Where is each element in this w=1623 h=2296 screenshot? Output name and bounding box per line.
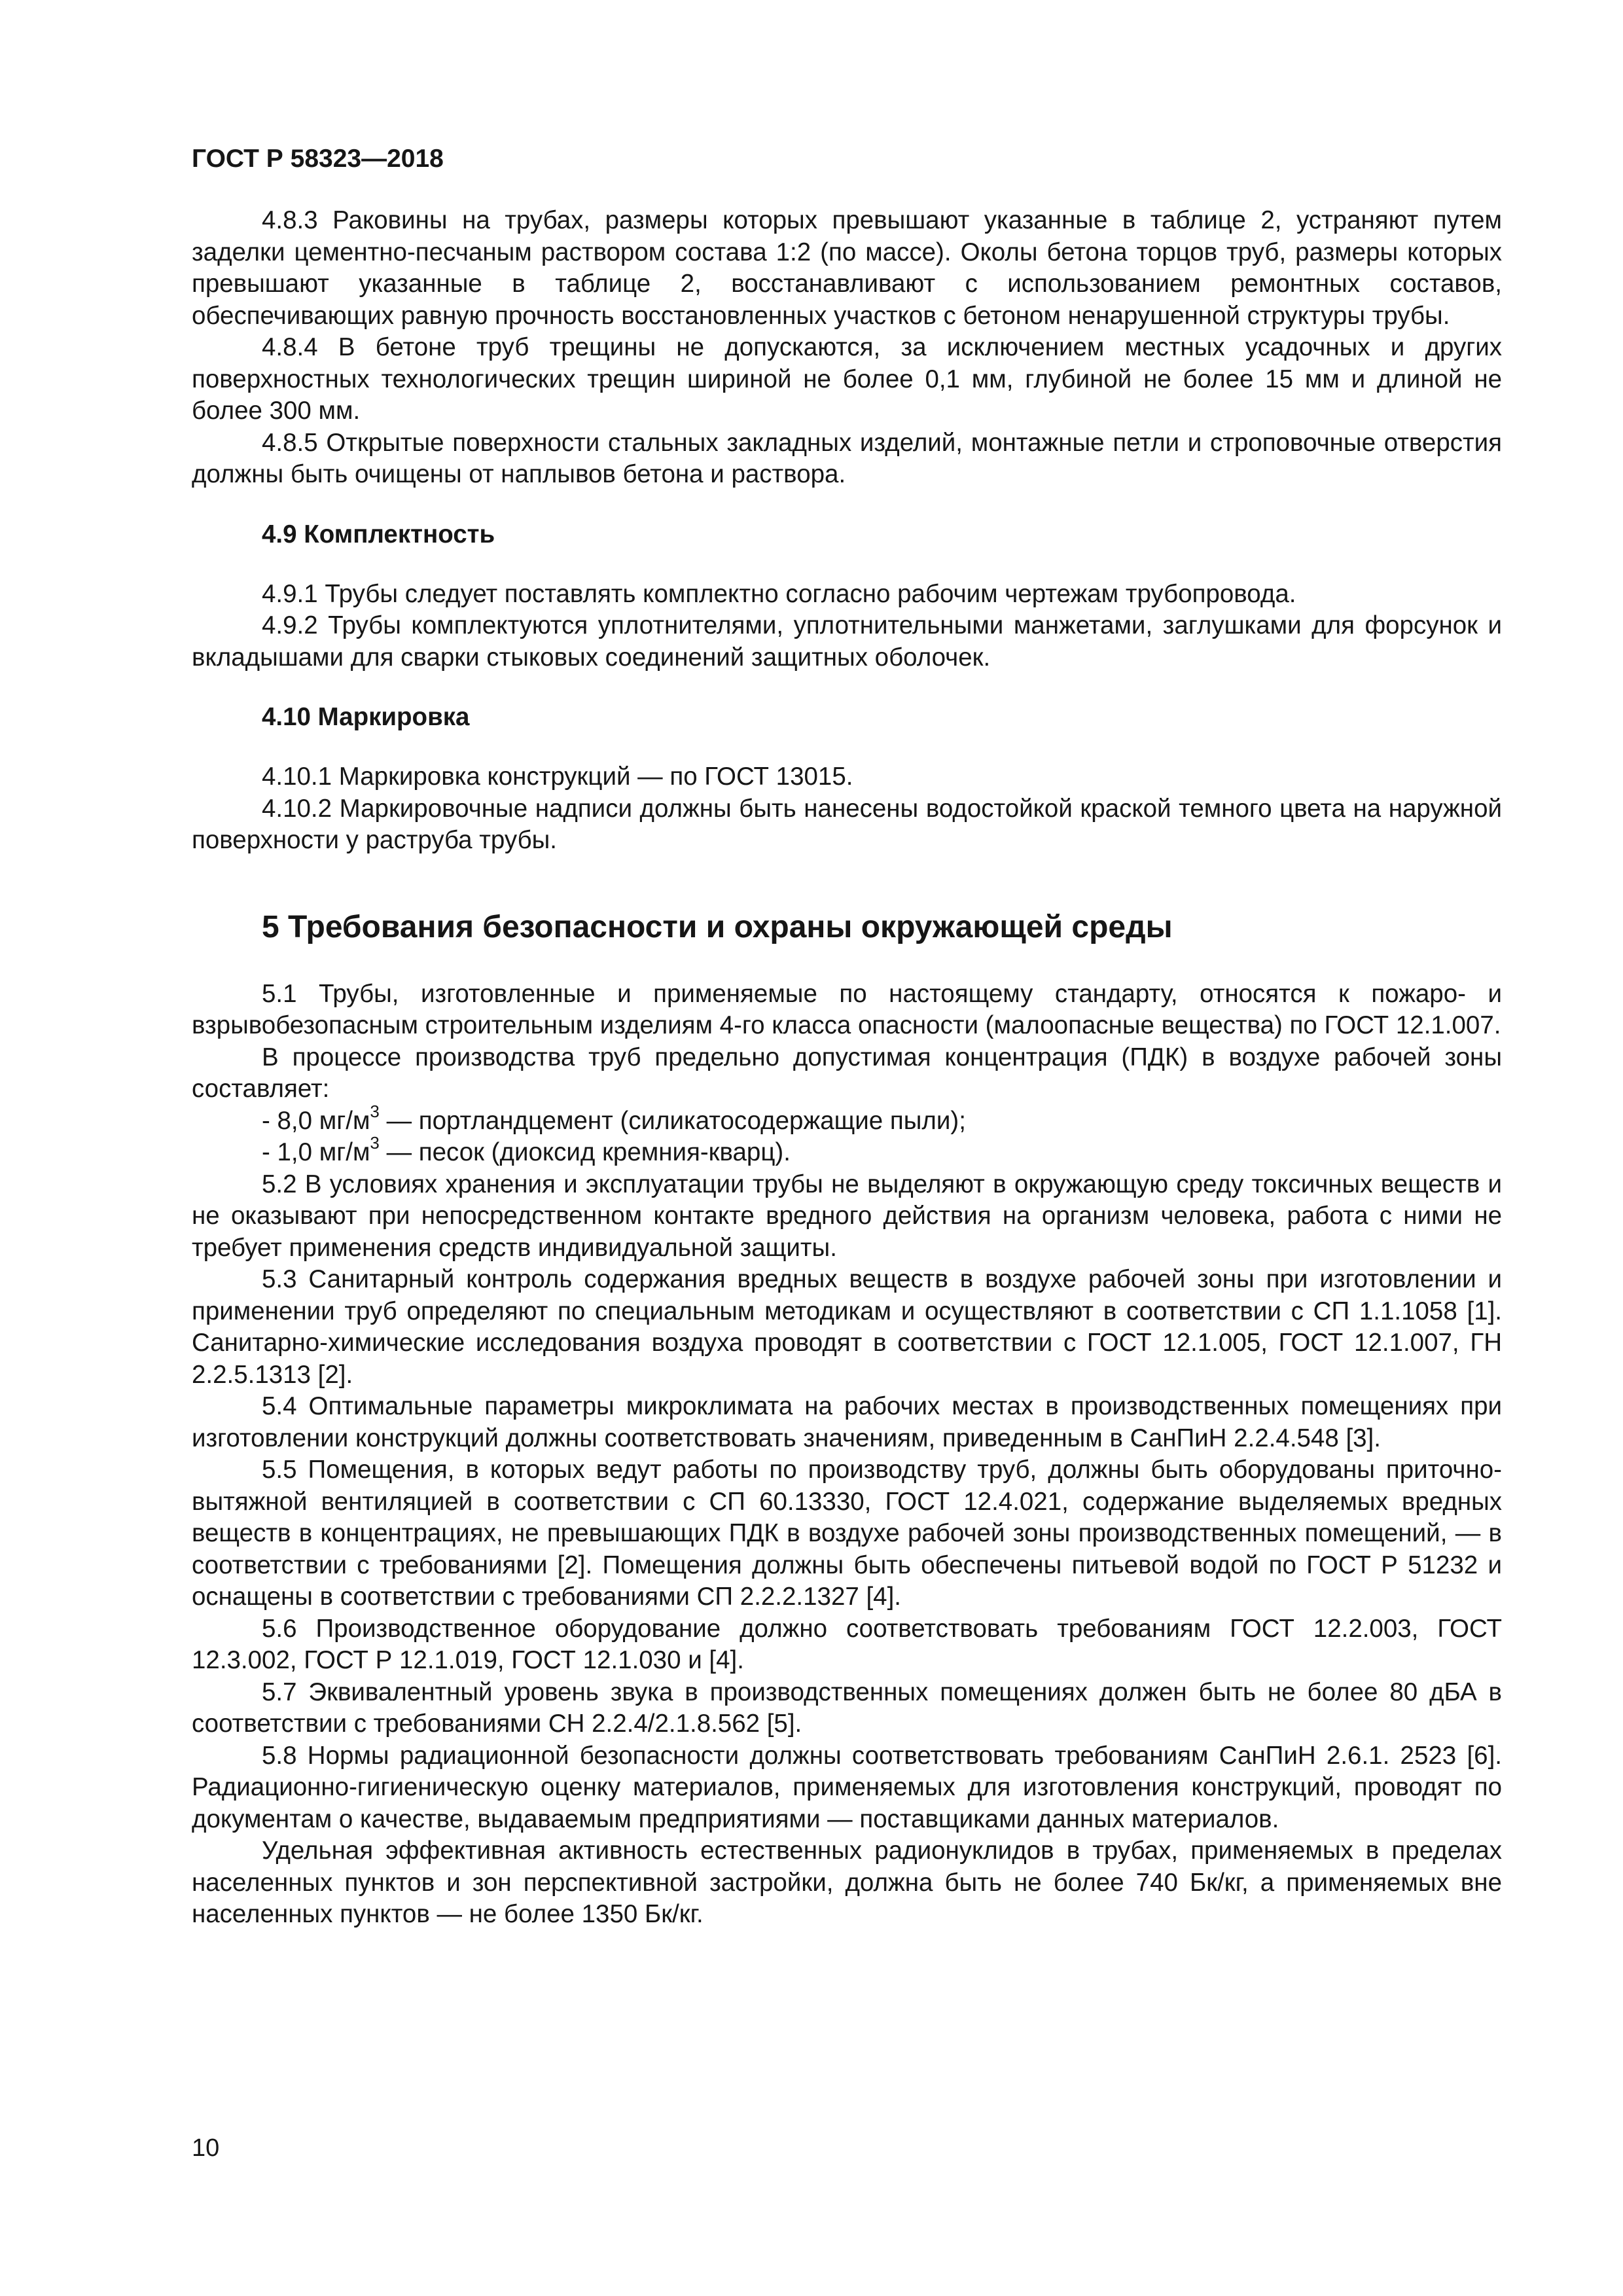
paragraph-4-8-3: 4.8.3 Раковины на трубах, размеры которых превышают указанные в таблице 2, устраняют путем заделки цементно-песчаным раствором состава 1:2 (по массе). Околы бетона торцов труб, размеры которых превышают указанные в таблице 2, восстанавливают с использованием ремонтных составов, обеспечивающих равную прочность восстановленных участков с бетоном ненарушенной структуры трубы. — [192, 206, 1502, 330]
list-item-text: — песок (диоксид кремния-кварц). — [379, 1138, 791, 1166]
list-item-text: - 1,0 мг/м — [262, 1138, 370, 1166]
list-item-text: - 8,0 мг/м — [262, 1106, 370, 1135]
paragraph-5-8: 5.8 Нормы радиационной безопасности должны соответствовать требованиям СанПиН 2.6.1. 2523 [6]. Радиационно-гигиеническую оценку материалов, применяемых для изготовления конструкций, проводят по документам о качестве, выдаваемым предприятиями — поставщиками данных материалов. — [192, 1741, 1502, 1833]
paragraph-4-9-2: 4.9.2 Трубы комплектуются уплотнителями, уплотнительными манжетами, заглушками для форсунок и вкладышами для сварки стыковых соединений защитных оболочек. — [192, 611, 1502, 672]
paragraph-5-5: 5.5 Помещения, в которых ведут работы по производству труб, должны быть оборудованы приточно-вытяжной вентиляцией в соответствии с СП 60.13330, ГОСТ 12.4.021, содержание выделяемых вредных веществ в концентрациях, не превышающих ПДК в воздухе рабочей зоны производственных помещений, — в соответствии с требованиями [2]. Помещения должны быть обеспечены питьевой водой по ГОСТ Р 51232 и оснащены в соответствии с требованиями СП 2.2.2.1327 [4]. — [192, 1456, 1502, 1611]
paragraph-4-8-5: 4.8.5 Открытые поверхности стальных закладных изделий, монтажные петли и строповочные отверстия должны быть очищены от наплывов бетона и раствора. — [192, 428, 1502, 488]
subheading-4-9: 4.9 Комплектность — [262, 520, 495, 548]
list-item — [262, 1133, 1502, 1169]
paragraph-4-10-1: 4.10.1 Маркировка конструкций — по ГОСТ 13015. — [262, 762, 853, 791]
superscript: 3 — [370, 1133, 380, 1153]
document-page — [192, 143, 1502, 1931]
paragraph-4-9-1: 4.9.1 Трубы следует поставлять комплектно согласно рабочим чертежам трубопровода. — [262, 579, 1296, 608]
list-item-text: — портландцемент (силикатосодержащие пыли); — [379, 1106, 966, 1135]
document-code-header: ГОСТ Р 58323—2018 — [192, 145, 444, 173]
superscript: 3 — [370, 1101, 380, 1121]
paragraph-5-1-concentration: В процессе производства труб предельно допустимая концентрация (ПДК) в воздухе рабочей зоны составляет: — [192, 1043, 1502, 1103]
paragraph-5-4: 5.4 Оптимальные параметры микроклимата на рабочих местах в производственных помещениях при изготовлении конструкций должны соответствовать значениям, приведенным в СанПиН 2.2.4.548 [3]. — [192, 1392, 1502, 1452]
paragraph-4-10-2: 4.10.2 Маркировочные надписи должны быть нанесены водостойкой краской темного цвета на наружной поверхности у раструба трубы. — [192, 794, 1502, 854]
paragraph-5-3: 5.3 Санитарный контроль содержания вредных веществ в воздухе рабочей зоны при изготовлении и применении труб определяют по специальным методикам и осуществляют в соответствии с СП 1.1.1058 [1]. Санитарно-химические исследования воздуха проводят в соответствии с ГОСТ 12.1.005, ГОСТ 12.1.007, ГН 2.2.5.1313 [2]. — [192, 1265, 1502, 1389]
page-number: 10 — [192, 2134, 220, 2162]
list-item — [262, 1101, 1502, 1138]
paragraph-4-8-4: 4.8.4 В бетоне труб трещины не допускаются, за исключением местных усадочных и других поверхностных технологических трещин шириной не более 0,1 мм, глубиной не более 15 мм и длиной не более 300 мм. — [192, 333, 1502, 425]
paragraph-5-7: 5.7 Эквивалентный уровень звука в производственных помещениях должен быть не более 80 дБА в соответствии с требованиями СН 2.2.4/2.1.8.562 [5]. — [192, 1677, 1502, 1738]
paragraph-5-6: 5.6 Производственное оборудование должно соответствовать требованиям ГОСТ 12.2.003, ГОСТ 12.3.002, ГОСТ Р 12.1.019, ГОСТ 12.1.030 и [4]. — [192, 1614, 1502, 1674]
paragraph-5-2: 5.2 В условиях хранения и эксплуатации трубы не выделяют в окружающую среду токсичных веществ и не оказывают при непосредственном контакте вредного действия на организм человека, работа с ними не требует применения средств индивидуальной защиты. — [192, 1170, 1502, 1262]
paragraph-5-1: 5.1 Трубы, изготовленные и применяемые по настоящему стандарту, относятся к пожаро- и взрывобезопасным строительным изделиям 4-го класса опасности (малоопасные вещества) по ГОСТ 12.1.007. — [192, 979, 1502, 1039]
section-5-heading: 5 Требования безопасности и охраны окружающей среды — [262, 909, 1173, 944]
paragraph-5-8-activity: Удельная эффективная активность естественных радионуклидов в трубах, применяемых в пределах населенных пунктов и зон перспективной застройки, должна быть не более 740 Бк/кг, а применяемых вне населенных пунктов — не более 1350 Бк/кг. — [192, 1837, 1502, 1928]
subheading-4-10: 4.10 Маркировка — [262, 703, 470, 731]
